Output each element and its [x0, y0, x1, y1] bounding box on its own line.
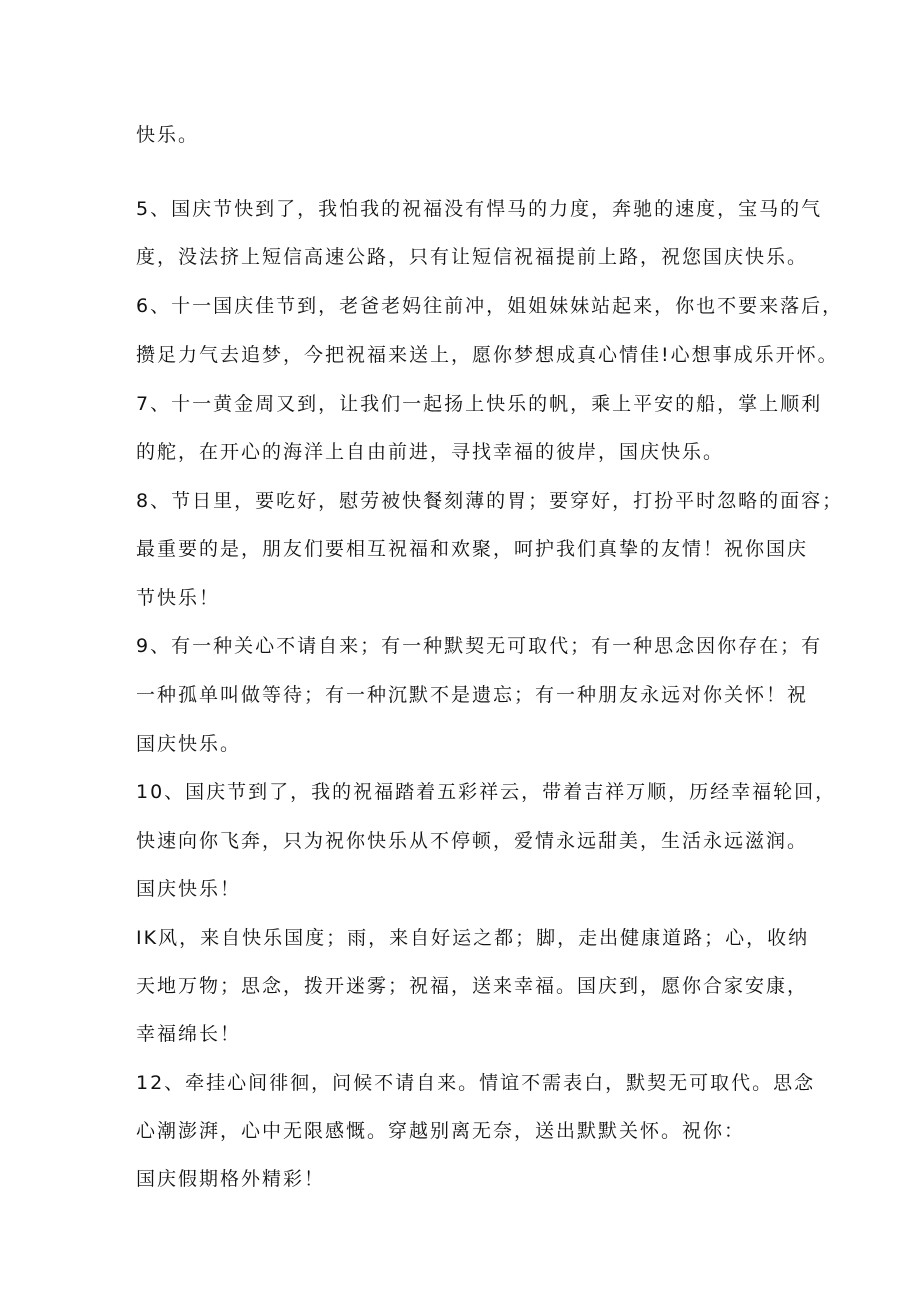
- text-line: 10、国庆节到了，我的祝福踏着五彩祥云，带着吉祥万顺，历经幸福轮回，: [136, 781, 837, 803]
- text-line: 7、十一黄金周又到，让我们一起扬上快乐的帆，乘上平安的船，掌上顺利: [136, 393, 823, 415]
- text-line: 一种孤单叫做等待；有一种沉默不是遗忘；有一种朋友永远对你关怀！祝: [136, 684, 809, 706]
- text-line: IK风，来自快乐国度；雨，来自好运之都；脚，走出健康道路；心，收纳: [136, 927, 810, 949]
- text-line: 度，没法挤上短信高速公路，只有让短信祝福提前上路，祝您国庆快乐。: [136, 246, 809, 268]
- text-line: 6、十一国庆佳节到，老爸老妈往前冲，姐姐妹妹站起来，你也不要来落后，: [136, 295, 844, 317]
- text-line: 国庆假期格外精彩！: [136, 1168, 326, 1190]
- text-line: 最重要的是，朋友们要相互祝福和欢聚，呵护我们真挚的友情！祝你国庆: [136, 538, 809, 560]
- text-line: 5、国庆节快到了，我怕我的祝福没有悍马的力度，奔驰的速度，宝马的气: [136, 198, 823, 220]
- text-line: 国庆快乐。: [136, 733, 242, 755]
- text-line: 快乐。: [136, 124, 200, 146]
- text-line: 节快乐！: [136, 587, 221, 609]
- text-line: 攒足力气去追梦，今把祝福来送上，愿你梦想成真心情佳!心想事成乐开怀。: [136, 344, 839, 366]
- text-line: 8、节日里，要吃好，慰劳被快餐刻薄的胃；要穿好，打扮平时忽略的面容；: [136, 490, 844, 512]
- text-line: 国庆快乐！: [136, 878, 242, 900]
- text-line: 的舵，在开心的海洋上自由前进，寻找幸福的彼岸，国庆快乐。: [136, 441, 725, 463]
- text-line: 幸福绵长！: [136, 1023, 242, 1045]
- text-line: 心潮澎湃，心中无限感慨。穿越别离无奈，送出默默关怀。祝你：: [136, 1120, 746, 1142]
- text-line: 快速向你飞奔，只为祝你快乐从不停顿，爱情永远甜美，生活永远滋润。: [136, 830, 809, 852]
- text-line: 12、牵挂心间徘徊，问候不请自来。情谊不需表白，默契无可取代。思念: [136, 1072, 816, 1094]
- text-line: 天地万物；思念，拨开迷雾；祝福，送来幸福。国庆到，愿你合家安康，: [136, 975, 809, 997]
- text-line: 9、有一种关心不请自来；有一种默契无可取代；有一种思念因你存在；有: [136, 635, 823, 657]
